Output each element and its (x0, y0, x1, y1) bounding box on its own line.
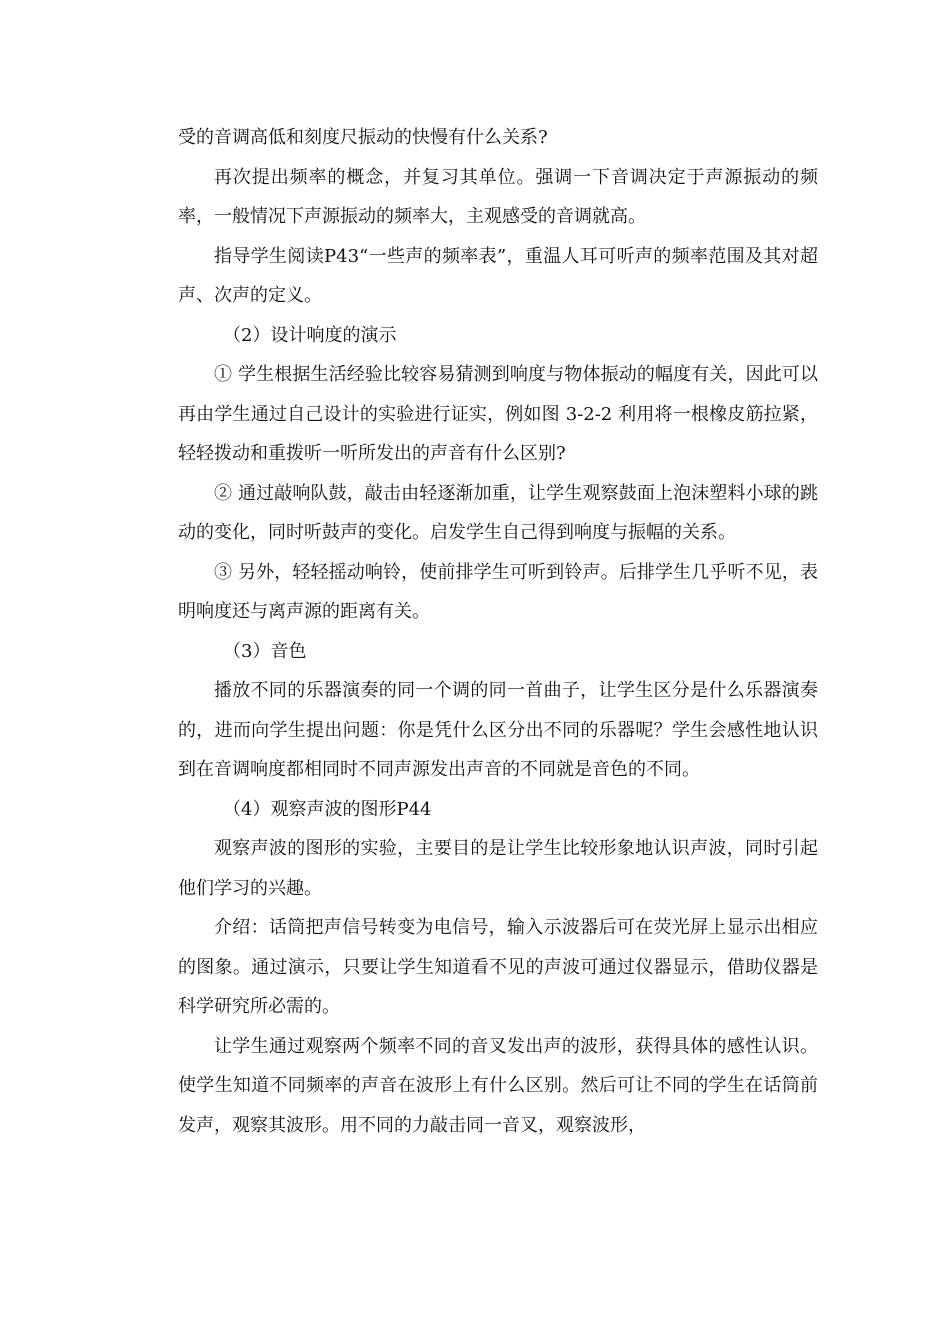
paragraph-oscilloscope: 介绍：话筒把声信号转变为电信号，输入示波器后可在荧光屏上显示出相应的图象。通过演示，只要让学生知道看不见的声波可通过仪器显示，借助仪器是科学研究所必需的。 (178, 917, 818, 1017)
section-heading-waveform: （4）观察声波的图形P44 (223, 798, 432, 820)
paragraph-frequency-table: 指导学生阅读P43“一些声的频率表”，重温人耳可听声的频率范围及其对超声、次声的定义。 (178, 245, 818, 306)
section-heading-timbre: （3）音色 (223, 640, 307, 662)
paragraph-loudness-1: ① 学生根据生活经验比较容易猜测到响度与物体振动的幅度有关，因此可以再由学生通过自己设计的实验进行证实，例如图 3-2-2 利用将一根橡皮筋拉紧，轻轻拨动和重拨听一听所发出的声音有什么区别? (178, 364, 818, 464)
paragraph-timbre: 播放不同的乐器演奏的同一个调的同一首曲子，让学生区分是什么乐器演奏的，进而向学生提出问题：你是凭什么区分出不同的乐器呢？学生会感性地认识到在音调响度都相同时不同声源发出声音的不同就是音色的不同。 (178, 680, 818, 780)
paragraph-loudness-2: ② 通过敲响队鼓，敲击由轻逐渐加重，让学生观察鼓面上泡沫塑料小球的跳动的变化，同时听鼓声的变化。启发学生自己得到响度与振幅的关系。 (178, 482, 818, 543)
section-heading-loudness: （2）设计响度的演示 (223, 324, 397, 346)
paragraph-loudness-3: ③ 另外，轻轻摇动响铃，使前排学生可听到铃声。后排学生几乎听不见，表明响度还与离声源的距离有关。 (178, 561, 818, 622)
paragraph-tuning-fork: 让学生通过观察两个频率不同的音叉发出声的波形，获得具体的感性认识。使学生知道不同频率的声音在波形上有什么区别。然后可让不同的学生在话筒前发声，观察其波形。用不同的力敲击同一音叉，观察波形， (178, 1035, 818, 1136)
paragraph-waveform-purpose: 观察声波的图形的实验，主要目的是让学生比较形象地认识声波，同时引起他们学习的兴趣。 (178, 838, 818, 899)
body-text (178, 118, 818, 1145)
paragraph-frequency-concept: 再次提出频率的概念，并复习其单位。强调一下音调决定于声源振动的频率，一般情况下声源振动的频率大，主观感受的音调就高。 (178, 166, 818, 227)
paragraph-continued: 受的音调高低和刻度尺振动的快慢有什么关系? (178, 127, 548, 148)
